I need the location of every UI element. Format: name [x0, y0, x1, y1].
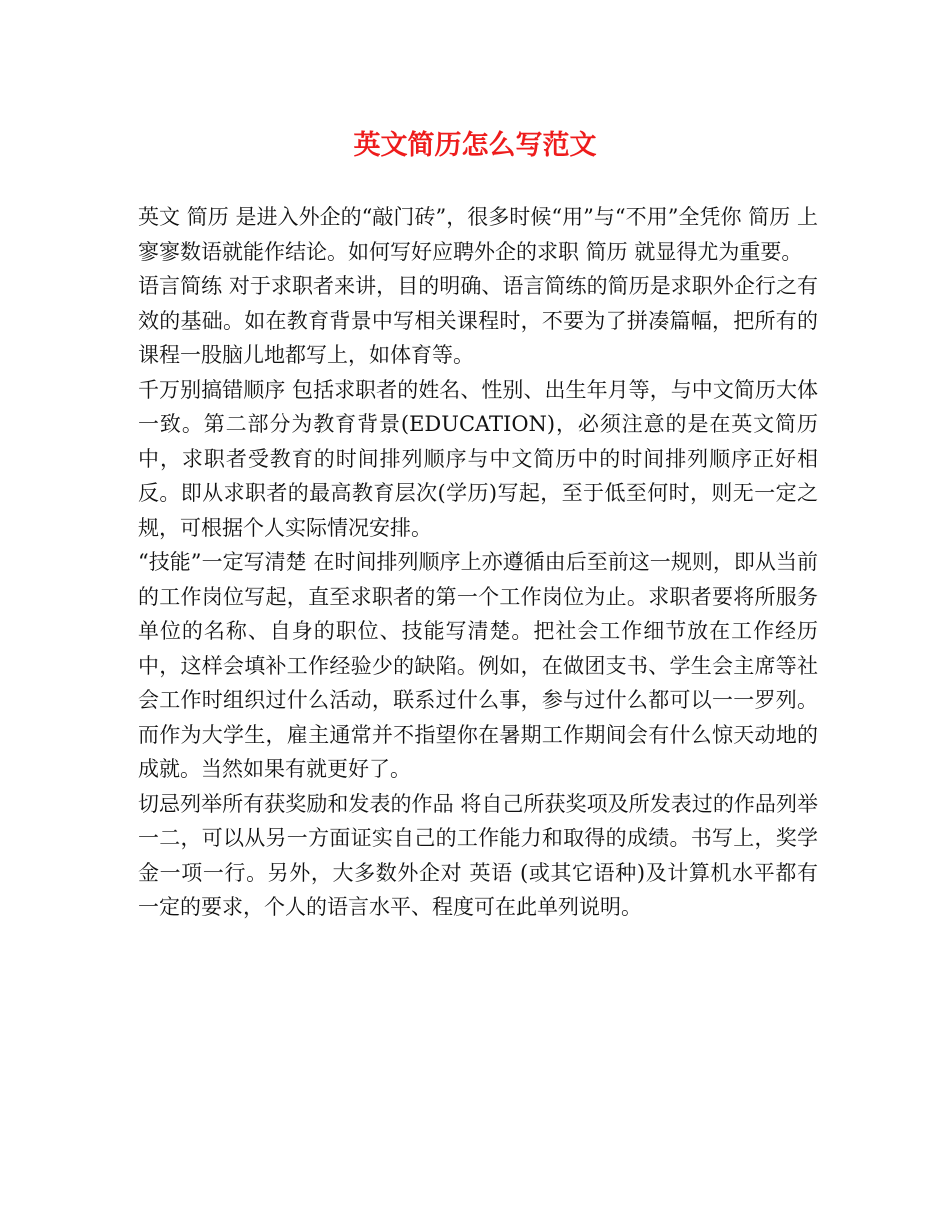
paragraph-concise-language: 语言简练 对于求职者来讲，目的明确、语言简练的简历是求职外企行之有效的基础。如在教育背景中写相关课程时，不要为了拼凑篇幅，把所有的课程一股脑儿地都写上，如体育等。: [138, 274, 818, 367]
paragraph-skills: “技能”一定写清楚 在时间排列顺序上亦遵循由后至前这一规则，即从当前的工作岗位写起，直至求职者的第一个工作岗位为止。求职者要将所服务单位的名称、自身的职位、技能写清楚。把社会工作细节放在工作经历中，这样会填补工作经验少的缺陷。例如，在做团支书、学生会主席等社会工作时组织过什么活动，联系过什么事，参与过什么都可以一一罗列。而作为大学生，雇主通常并不指望你在暑期工作期间会有什么惊天动地的成就。当然如果有就更好了。: [138, 550, 818, 781]
document-title: 英文简历怎么写范文: [353, 130, 597, 161]
document-body: [138, 200, 818, 925]
paragraph-awards: 切忌列举所有获奖励和发表的作品 将自己所获奖项及所发表过的作品列举一二，可以从另一方面证实自己的工作能力和取得的成绩。书写上，奖学金一项一行。另外，大多数外企对 英语 (或其它语种)及计算机水平都有一定的要求，个人的语言水平、程度可在此单列说明。: [138, 791, 818, 919]
paragraph-intro: 英文 简历 是进入外企的“敲门砖”，很多时候“用”与“不用”全凭你 简历 上寥寥数语就能作结论。如何写好应聘外企的求职 简历 就显得尤为重要。: [138, 205, 818, 264]
paragraph-order: 千万别搞错顺序 包括求职者的姓名、性别、出生年月等，与中文简历大体一致。第二部分为教育背景(EDUCATION)，必须注意的是在英文简历中，求职者受教育的时间排列顺序与中文简历中的时间排列顺序正好相反。即从求职者的最高教育层次(学历)写起，至于低至何时，则无一定之规，可根据个人实际情况安排。: [138, 377, 818, 540]
